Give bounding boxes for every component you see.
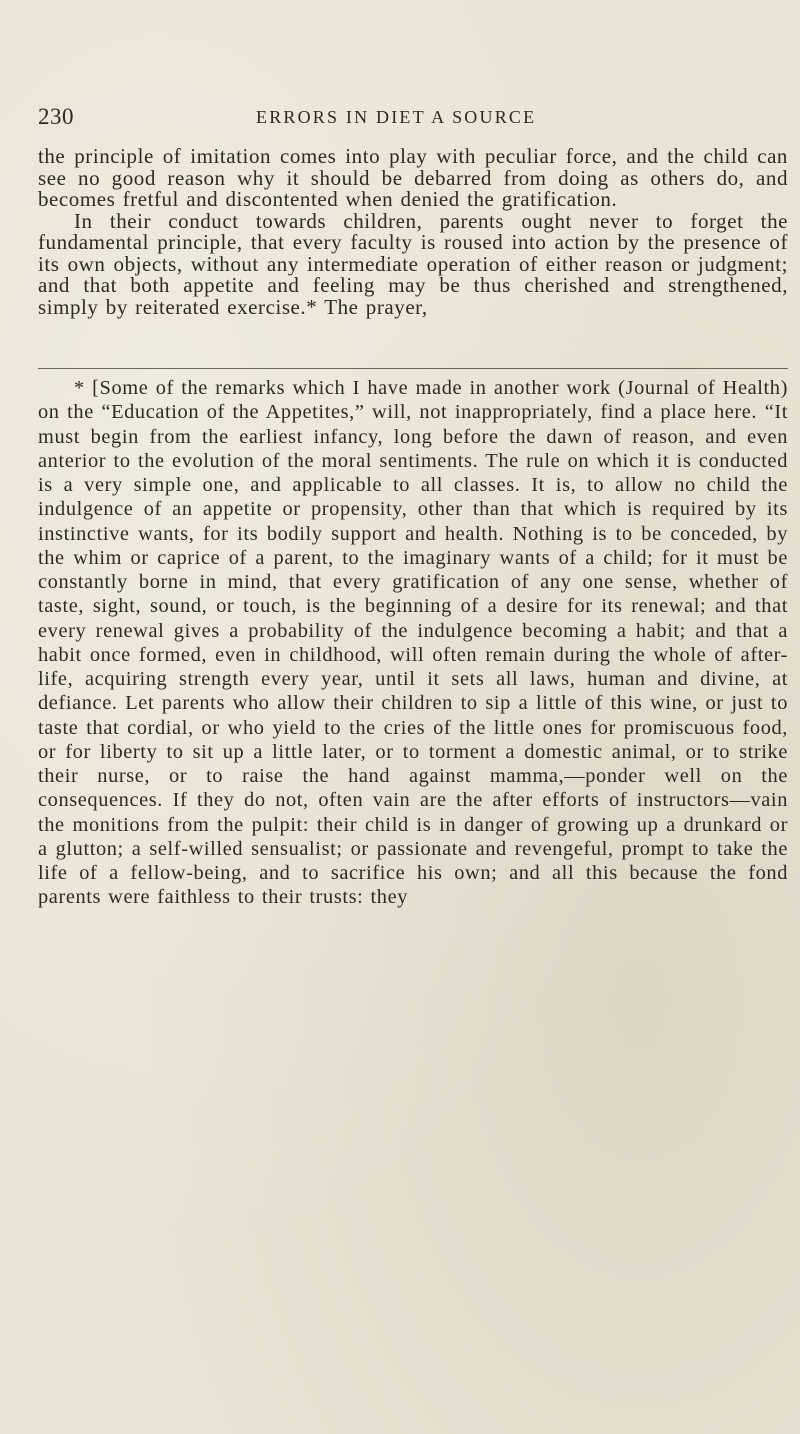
- main-text: [38, 146, 788, 318]
- page-number: 230: [38, 104, 74, 129]
- footnote: * [Some of the remarks which I have made in another work (Journal of Health) on the “Education of the Appetites,” will, not inappropriately, find a place here. “It must begin from the earliest infancy, long before the dawn of reason, and even anterior to the evolution of the moral sentiments. The rule on which it is conducted is a very simple one, and applicable to all classes. It is, to allow no child the indulgence of an appetite or propensity, other than that which is required by its instinctive wants, for its bodily support and health. Nothing is to be conceded, by the whim or caprice of a parent, to the imaginary wants of a child; for it must be constantly borne in mind, that every gratification of any one sense, whether of taste, sight, sound, or touch, is the beginning of a desire for its renewal; and that every renewal gives a probability of the indulgence becoming a habit; and that a habit once formed, even in childhood, will often remain during the whole of after-life, acquiring strength every year, until it sets all laws, human and divine, at defiance. Let parents who allow their children to sip a little of this wine, or just to taste that cordial, or who yield to the cries of the little ones for promiscuous food, or for liberty to sit up a little later, or to torment a domestic animal, or to strike their nurse, or to raise the hand against mamma,—ponder well on the consequences. If they do not, often vain are the after efforts of instructors—vain the monitions from the pulpit: their child is in danger of growing up a drunkard or a glutton; a self-willed sensualist; or passionate and revengeful, prompt to take the life of a fellow-being, and to sacrifice his own; and all this because the fond parents were faithless to their trusts: they: [38, 377, 788, 909]
- running-head: [38, 104, 778, 134]
- running-head-title: ERRORS IN DIET A SOURCE: [256, 107, 537, 127]
- body-paragraph: In their conduct towards children, parents ought never to forget the fundamental principle, that every faculty is roused into action by the presence of its own objects, without any intermediate operation of either reason or judgment; and that both appetite and feeling may be thus cherished and strengthened, simply by reiterated exercise.* The prayer,: [38, 208, 788, 319]
- body-paragraph-continued: the principle of imitation comes into play with peculiar force, and the child can see no good reason why it should be debarred from doing as others do, and becomes fretful and discontented when denied the gratification.: [38, 144, 788, 211]
- footnote-divider: [38, 368, 788, 369]
